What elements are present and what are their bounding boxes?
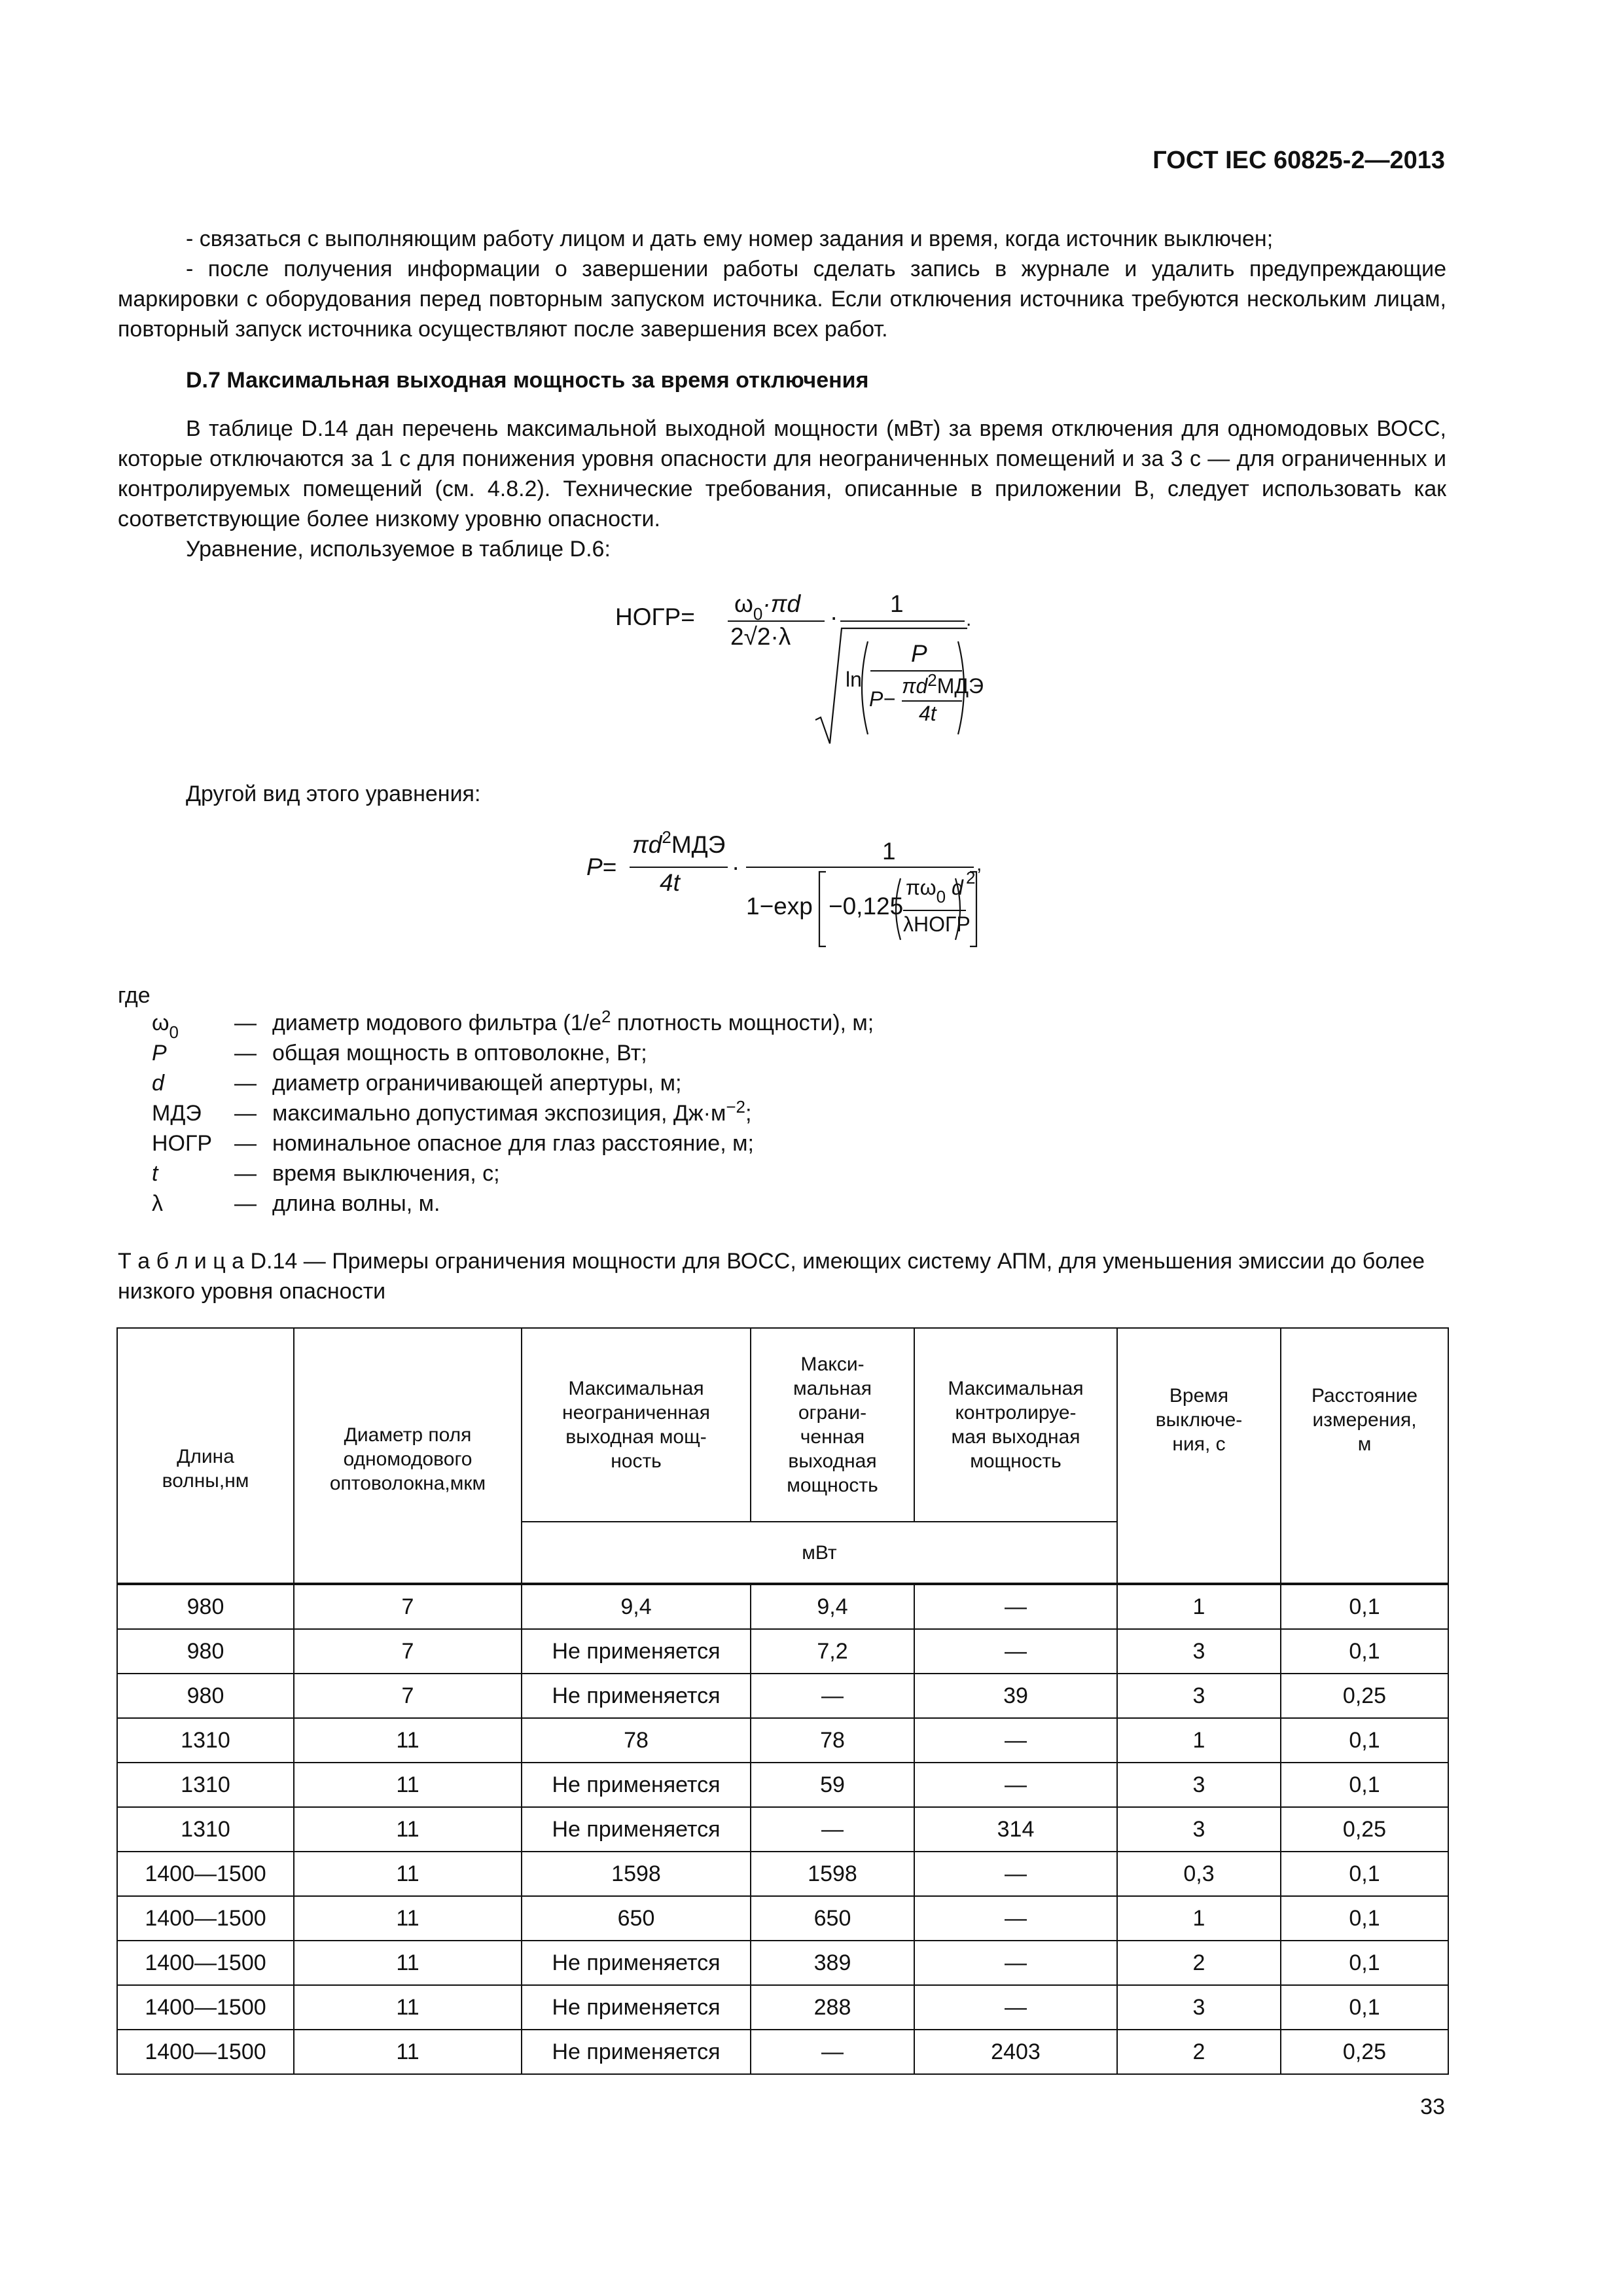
table-cell: Не применяется	[522, 2030, 751, 2074]
formula1-four-t: 4t	[919, 702, 936, 725]
table-cell: 1598	[522, 1852, 751, 1896]
formula2-denominator: 4t	[660, 869, 680, 896]
table-cell: 1400—1500	[117, 2030, 294, 2074]
table-cell: 1310	[117, 1807, 294, 1852]
table-cell: —	[914, 1941, 1117, 1985]
table-row	[117, 1896, 1448, 1941]
table-cell: 9,4	[751, 1584, 914, 1629]
table-cell: 0,1	[1281, 1718, 1448, 1763]
table-cell: 11	[294, 1985, 522, 2030]
table-cell: 7	[294, 1629, 522, 1674]
table-cell: 0,1	[1281, 1584, 1448, 1629]
table-cell: 1400—1500	[117, 1852, 294, 1896]
table-cell: 0,1	[1281, 1896, 1448, 1941]
table-cell: 650	[522, 1896, 751, 1941]
table-cell: 0,3	[1117, 1852, 1281, 1896]
table-cell: 39	[914, 1674, 1117, 1718]
table-row	[117, 1941, 1448, 1985]
table-row	[117, 1807, 1448, 1852]
table-row	[117, 1718, 1448, 1763]
formula1-p-minus: P−	[869, 687, 896, 711]
table-cell: 1310	[117, 1718, 294, 1763]
table-cell: 11	[294, 1807, 522, 1852]
header-shutdown-time: Время выключе- ния, с	[1117, 1328, 1281, 1584]
header-max-unrestricted-power: Максимальная неограниченная выходная мощ- ность	[522, 1328, 751, 1522]
table-cell: 59	[751, 1763, 914, 1807]
table-cell: 0,25	[1281, 2030, 1448, 2074]
table-cell: 314	[914, 1807, 1117, 1852]
table-cell: 3	[1117, 1807, 1281, 1852]
table-cell: 1	[1117, 1584, 1281, 1629]
header-mode-field-diameter: Диаметр поля одномодового оптоволокна,мкм	[294, 1328, 522, 1584]
table-cell: 0,25	[1281, 1807, 1448, 1852]
table-cell: Не применяется	[522, 1674, 751, 1718]
formula1-inner-fraction: $\pi d^2МДЭ$	[902, 670, 984, 698]
table-cell: 11	[294, 1763, 522, 1807]
table-cell: 7,2	[751, 1629, 914, 1674]
table-row	[117, 1629, 1448, 1674]
table-row	[117, 1985, 1448, 2030]
table-cell: 9,4	[522, 1584, 751, 1629]
section-paragraph: В таблице D.14 дан перечень максимальной выходной мощности (мВт) за время отключения для одномодовых ВОСС, которые отключаются за 1 с для понижения уровня опасности для неограниченных помещений и за 3 с — для ограниченных и контролируемых помещений (см. 4.8.2). Технические требования, описанные в приложении В, следует использовать как соответствующие более низкому уровню опасности.	[118, 416, 1446, 531]
table-cell: 1	[1117, 1896, 1281, 1941]
header-measurement-distance: Расстояние измерения, м	[1281, 1328, 1448, 1584]
formula1-lhs: НОГР=	[615, 603, 695, 630]
table-cell: —	[751, 1674, 914, 1718]
power-limits-table	[116, 1327, 1449, 2075]
intro-bullet-2: - после получения информации о завершении работы сделать запись в журнале и удалить предупреждающие маркировки с оборудования перед повторным запуском источника. Если отключения источника требуются нескольким лицам, повторный запуск источника осуществляют после завершения всех работ.	[118, 257, 1446, 342]
table-cell: 7	[294, 1674, 522, 1718]
table-cell: 0,25	[1281, 1674, 1448, 1718]
table-cell: 288	[751, 1985, 914, 2030]
table-cell: 3	[1117, 1763, 1281, 1807]
header-max-controlled-power: Максимальная контролируе- мая выходная мощность	[914, 1328, 1117, 1522]
header-max-restricted-power: Макси- мальная ограни- ченная выходная мощность	[751, 1328, 914, 1522]
formula2-lhs: P	[586, 853, 603, 880]
table-cell: 0,1	[1281, 1763, 1448, 1807]
table-cell: —	[914, 1584, 1117, 1629]
table-cell: 3	[1117, 1674, 1281, 1718]
table-cell: 2	[1117, 1941, 1281, 1985]
formula1-p-numerator: P	[911, 640, 927, 667]
table-cell: 980	[117, 1629, 294, 1674]
table-cell: 78	[751, 1718, 914, 1763]
section-heading: D.7 Максимальная выходная мощность за время отключения	[186, 368, 869, 393]
table-cell: 0,1	[1281, 1985, 1448, 2030]
formula2-exp: 1−exp	[746, 893, 813, 920]
table-cell: 650	[751, 1896, 914, 1941]
page-number: 33	[1420, 2094, 1445, 2119]
table-cell: Не применяется	[522, 1763, 751, 1807]
table-cell: 1	[1117, 1718, 1281, 1763]
formula1-one: 1	[890, 590, 904, 617]
table-cell: 78	[522, 1718, 751, 1763]
formula1-ln: ln	[846, 668, 862, 691]
table-cell: 11	[294, 1718, 522, 1763]
table-row	[117, 1584, 1448, 1629]
table-row	[117, 1674, 1448, 1718]
table-caption: Т а б л и ц а D.14 — Примеры ограничения мощности для ВОСС, имеющих систему АПМ, для уменьшения эмиссии до более низкого уровня опасности	[118, 1249, 1425, 1304]
table-cell: —	[914, 1852, 1117, 1896]
formula1-numerator: $\omega_0\cdot\pi d$	[734, 590, 801, 624]
table-cell: 2403	[914, 2030, 1117, 2074]
table-cell: 3	[1117, 1985, 1281, 2030]
table-cell: —	[751, 1807, 914, 1852]
formula2-inner-numerator: $\pi\omega_0$ d	[906, 876, 963, 906]
table-cell: 11	[294, 1941, 522, 1985]
table-cell: Не применяется	[522, 1807, 751, 1852]
formula2-power: 2	[966, 868, 976, 888]
table-cell: 0,1	[1281, 1629, 1448, 1674]
table-cell: 11	[294, 2030, 522, 2074]
formula-nogr: НОГР= $\omega_0\cdot\pi d$ 2√2·λ · 1 . ln P P− $\pi d^2МДЭ$ 4t	[615, 589, 1021, 746]
table-cell: —	[914, 1896, 1117, 1941]
header-unit: мВт	[522, 1522, 1117, 1584]
table-cell: 1400—1500	[117, 1985, 294, 2030]
table-cell: 2	[1117, 2030, 1281, 2074]
table-cell: 980	[117, 1584, 294, 1629]
alternate-form-label: Другой вид этого уравнения:	[186, 781, 481, 806]
table-cell: 980	[117, 1674, 294, 1718]
table-cell: 1400—1500	[117, 1896, 294, 1941]
table-cell: —	[914, 1629, 1117, 1674]
table-cell: 1310	[117, 1763, 294, 1807]
formula-power: P= $\pi d^2МДЭ$ 4t · 1 , 1−exp −0,125 $\pi\omega_0$ d λНОГР 2	[586, 830, 1058, 948]
formula2-coefficient: −0,125	[829, 893, 904, 920]
table-cell: 7	[294, 1584, 522, 1629]
table-cell: —	[914, 1763, 1117, 1807]
formula2-inner-denominator: λНОГР	[903, 912, 971, 936]
table-cell: Не применяется	[522, 1629, 751, 1674]
equation-intro: Уравнение, используемое в таблице D.6:	[186, 537, 611, 562]
table-cell: —	[751, 2030, 914, 2074]
formula1-denominator: 2√2·λ	[730, 623, 791, 650]
table-row	[117, 2030, 1448, 2074]
table-cell: 0,1	[1281, 1852, 1448, 1896]
intro-bullet-1: - связаться с выполняющим работу лицом и дать ему номер задания и время, когда источник выключен;	[186, 226, 1274, 251]
table-cell: Не применяется	[522, 1941, 751, 1985]
table-cell: 1400—1500	[117, 1941, 294, 1985]
table-cell: 3	[1117, 1629, 1281, 1674]
table-cell: 1598	[751, 1852, 914, 1896]
table-cell: —	[914, 1718, 1117, 1763]
table-cell: 0,1	[1281, 1941, 1448, 1985]
header-wavelength: Длина волны,нм	[117, 1328, 294, 1584]
table-row	[117, 1852, 1448, 1896]
table-cell: 11	[294, 1852, 522, 1896]
table-cell: 389	[751, 1941, 914, 1985]
formula2-one: 1	[882, 838, 896, 865]
formula2-numerator: $\pi d^2МДЭ$	[632, 827, 726, 858]
table-row	[117, 1763, 1448, 1807]
table-cell: Не применяется	[522, 1985, 751, 2030]
legend-where: где	[118, 983, 151, 1008]
table-cell: 11	[294, 1896, 522, 1941]
table-cell: —	[914, 1985, 1117, 2030]
document-code: ГОСТ IEC 60825-2—2013	[1152, 147, 1445, 174]
